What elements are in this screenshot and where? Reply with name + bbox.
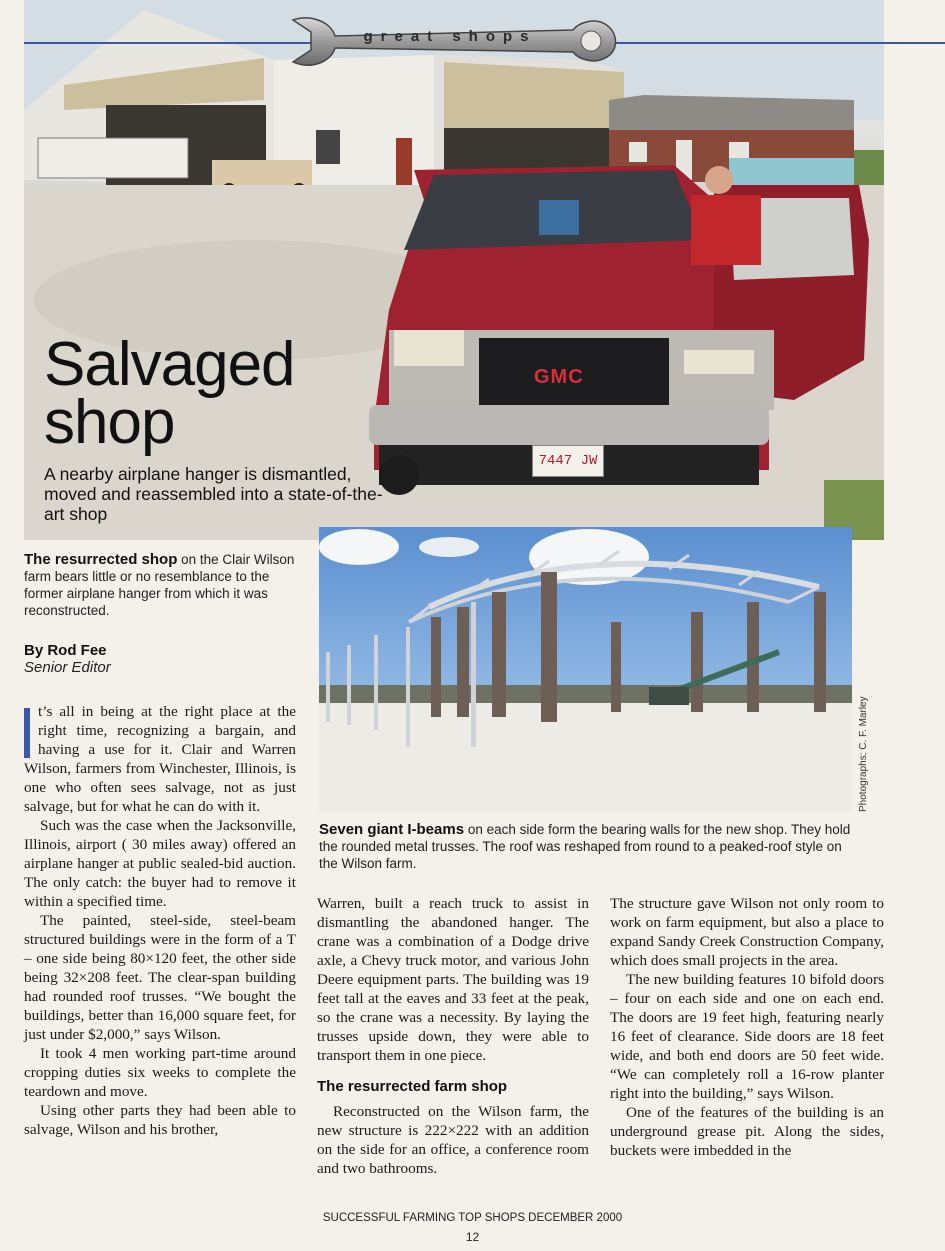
article-paragraph: The painted, steel-side, steel-beam structured buildings were in the form of a T – one side being 80×120 feet, the other side being 32×208 feet. The clear-span building had rounded roof trusses. “We bought the buildings, better than 16,000 square feet, for just under $2,000,” says Wilson. [24,912,296,1043]
publication-footer: SUCCESSFUL FARMING TOP SHOPS DECEMBER 2000 [322,1212,623,1224]
caption-right [319,821,859,872]
article-paragraph: Such was the case when the Jacksonville, Illinois, airport ( 30 miles away) offered an airplane hanger at public sealed-bid auction. The only catch: the buyer had to remove it within a specified time. [24,817,296,910]
drop-cap-bar [24,708,30,758]
caption-right-lead: Seven giant I-beams [319,821,465,838]
article-paragraph: The structure gave Wilson not only room to work on farm equipment, but also a place to expand Sandy Creek Construction Company, which does small projects in the area. [610,895,884,969]
hero-photo-illustration [24,0,884,540]
caption-left-lead: The resurrected shop [24,551,178,568]
article-title [44,330,295,457]
article-paragraph: One of the features of the building is an underground grease pit. Along the sides, buckets were imbedded in the [610,1104,884,1159]
hero-photo [24,0,884,540]
byline-author: By Rod Fee [24,642,107,659]
section-label: great shops [363,28,537,45]
article-paragraph: Using other parts they had been able to salvage, Wilson and his brother, [24,1102,296,1138]
article-column-1 [24,702,296,1139]
article-paragraph: Warren, built a reach truck to assist in dismantling the abandoned hanger. The crane was a combination of a Dodge drive axle, a Chevy truck motor, and various John Deere equipment parts. The building was 19 feet tall at the eaves and 33 feet at the peak, so the crane was a necessity. By laying the trusses upside down, they were able to transport them in one piece. [317,895,589,1064]
section-banner [283,14,623,68]
article-column-2 [317,894,589,1178]
construction-photo-illustration [319,527,852,811]
article-paragraph: Reconstructed on the Wilson farm, the new structure is 222×222 with an addition on the side for an office, a conference room and two bathrooms. [317,1103,589,1177]
caption-left [24,551,304,619]
byline [24,642,111,676]
construction-photo [319,527,852,811]
truck-badge: GMC [534,366,584,388]
article-subtitle: A nearby airplane hanger is dismantled, moved and reassembled into a state-of-the-art shop [44,464,383,524]
caption-left-text: on the Clair Wilson farm bears little or no resemblance to the former airplane hanger from which it was reconstructed. [24,552,295,618]
article-paragraph: It took 4 men working part-time around cropping duties six weeks to complete the teardown and move. [24,1045,296,1100]
article-subhead: The resurrected farm shop [317,1078,508,1095]
title-line-2: shop [44,388,175,457]
title-line-1: Salvaged [44,330,295,399]
photo-credit: Photographs: C. F. Marley [858,696,869,812]
page-number: 12 [465,1230,480,1244]
byline-role: Senior Editor [24,659,111,676]
caption-right-text: on each side form the bearing walls for the new shop. They hold the rounded metal trusses. The roof was reshaped from round to a peaked-roof style on the Wilson farm. [319,822,851,871]
article-paragraph: t’s all in being at the right place at the right time, recognizing a bargain, and having a use for it. Clair and Warren Wilson, farmers from Winchester, Illinois, is one who often sees salvage, not as just salvage, but for what he can do with it. [24,703,296,815]
license-plate: 7447 JW [532,445,604,477]
article-paragraph: The new building features 10 bifold doors – four on each side and one on each end. The doors are 19 feet high, featuring nearly 16 feet of clearance. Side doors are 18 feet wide, and both end doors are 50 feet wide. “We can completely roll a 16-row planter right into the building,” says Wilson. [610,971,884,1102]
article-column-3 [610,894,884,1160]
